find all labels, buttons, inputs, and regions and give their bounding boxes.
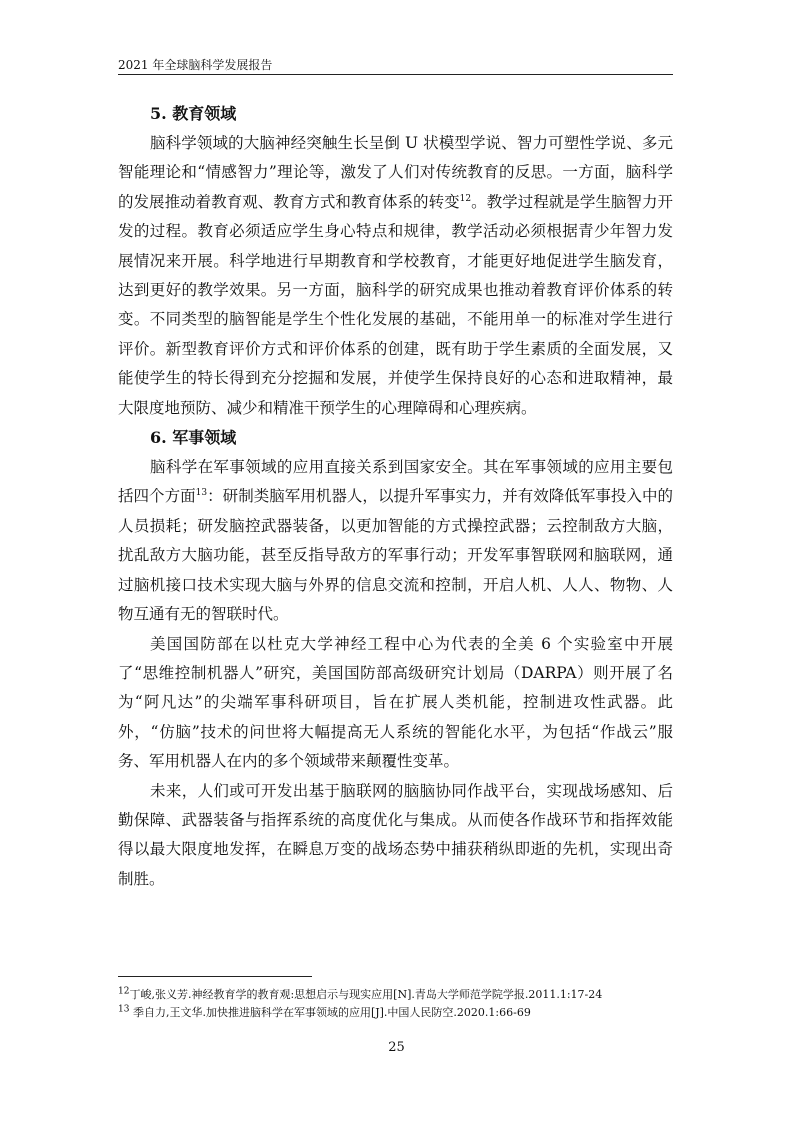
footnote-12: $^{12}$丁峻,张义芳.神经教育学的教育观:思想启示与现实应用[N].青岛大学师范学院学报.2011.1:17-24 xyxy=(118,986,603,1001)
footnotes xyxy=(118,986,678,1022)
header-rule xyxy=(118,74,673,75)
paragraph: 脑科学领域的大脑神经突触生长呈倒 U 状模型学说、智力可塑性学说、多元智能理论和“情感智力”理论等，激发了人们对传统教育的反思。一方面，脑科学的发展推动着教育观、教育方式和教育体系的转变$^{12}$。教学过程就是学生脑智力开发的过程。教育必须适应学生身心特点和规律，教学活动必须根据青少年智力发展情况来开展。科学地进行早期教育和学校教育，才能更好地促进学生脑发育，达到更好的教学效果。另一方面，脑科学的研究成果也推动着教育评价体系的转变。不同类型的脑智能是学生个性化发展的基础，不能用单一的标准对学生进行评价。新型教育评价方式和评价体系的创建，既有助于学生素质的全面发展，又能使学生的特长得到充分挖掘和发展，并使学生保持良好的心态和进取精神，最大限度地预防、减少和精准干预学生的心理障碍和心理疾病。 xyxy=(118,134,673,417)
footnote-rule xyxy=(118,976,312,977)
paragraph: 脑科学在军事领域的应用直接关系到国家安全。其在军事领域的应用主要包括四个方面$^{13}$：研制类脑军用机器人，以提升军事实力，并有效降低军事投入中的人员损耗；研发脑控武器装备，以更加智能的方式操控武器；云控制敌方大脑，扰乱敌方大脑功能，甚至反指导敌方的军事行动；开发军事智联网和脑联网，通过脑机接口技术实现大脑与外界的信息交流和控制，开启人机、人人、物物、人物互通有无的智联时代。 xyxy=(118,458,673,624)
body-content xyxy=(118,99,673,894)
paragraph: 未来，人们或可开发出基于脑联网的脑脑协同作战平台，实现战场感知、后勤保障、武器装备与指挥系统的高度优化与集成。从而使各作战环节和指挥效能得以最大限度地发挥，在瞬息万变的战场态势中捕获稍纵即逝的先机，实现出奇制胜。 xyxy=(118,781,673,888)
running-header: 2021 年全球脑科学发展报告 xyxy=(118,58,273,72)
paragraph: 美国国防部在以杜克大学神经工程中心为代表的全美 6 个实验室中开展了“思维控制机器人”研究，美国国防部高级研究计划局（DARPA）则开展了名为“阿凡达”的尖端军事科研项目，旨在扩展人类机能，控制进攻性武器。此外，“仿脑”技术的问世将大幅提高无人系统的智能化水平，为包括“作战云”服务、军用机器人在内的多个领域带来颠覆性变革。 xyxy=(118,634,673,771)
section-heading-education: 5. 教育领域 xyxy=(150,104,237,123)
page-number: 25 xyxy=(388,1040,405,1055)
footnote-ref-12: 12 xyxy=(459,193,472,204)
footnote-13: $^{13}$ 季自力,王文华.加快推进脑科学在军事领域的应用[J].中国人民防空.2020.1:66-69 xyxy=(118,1004,531,1019)
footnote-ref-13: 13 xyxy=(195,488,208,499)
section-heading-military: 6. 军事领域 xyxy=(150,428,237,448)
